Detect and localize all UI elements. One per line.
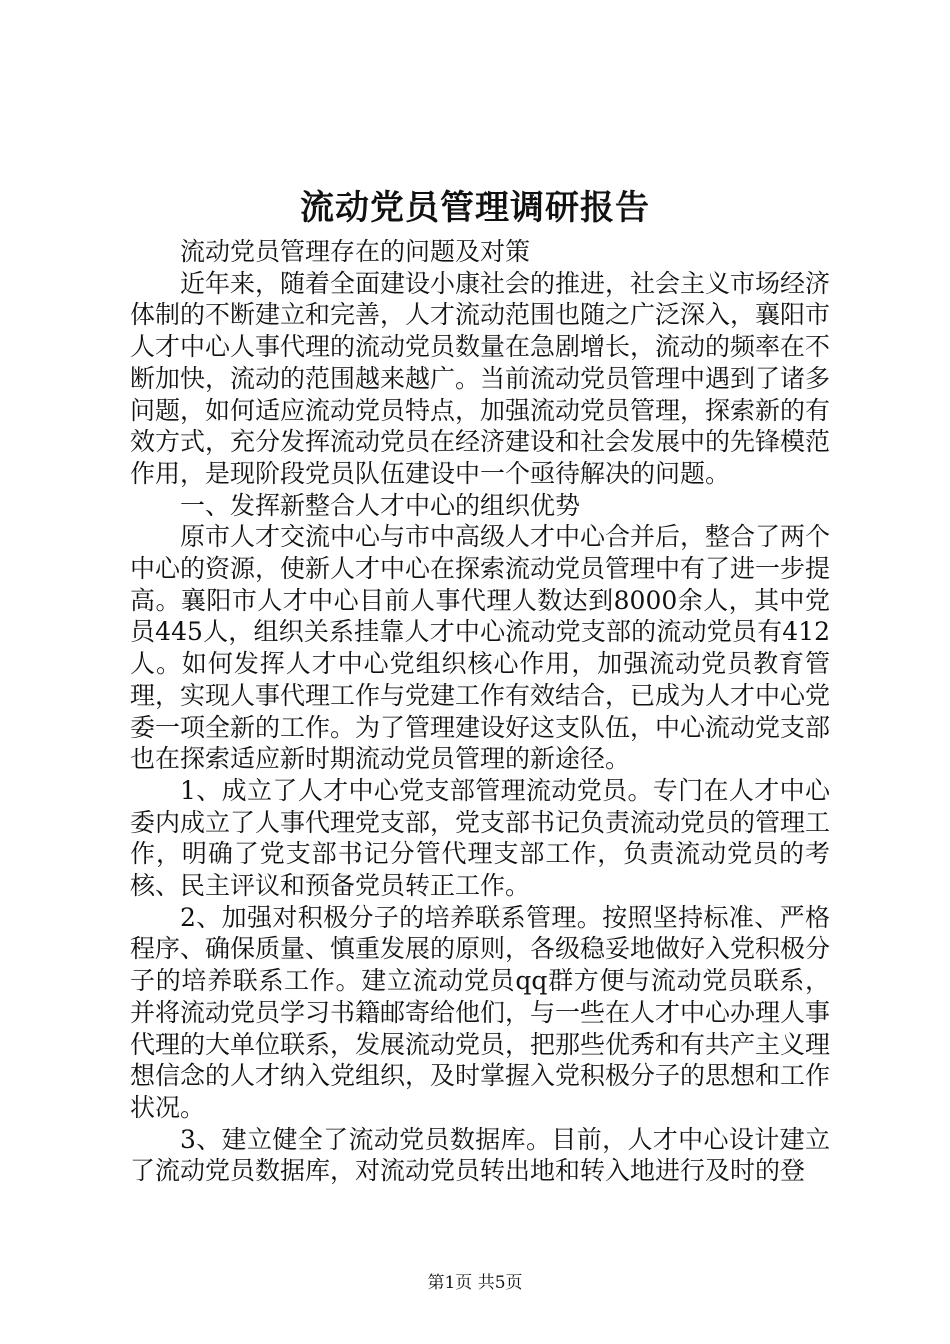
section-1-paragraph: 原市人才交流中心与市中高级人才中心合并后，整合了两个中心的资源，使新人才中心在探索流动党员管理中有了进一步提高。襄阳市人才中心目前人事代理人数达到8000余人，其中党员445人，组织关系挂靠人才中心流动党支部的流动党员有412人。如何发挥人才中心党组织核心作用，加强流动党员教育管理，实现人事代理工作与党建工作有效结合，已成为人才中心党委一项全新的工作。为了管理建设好这支队伍，中心流动党支部也在探索适应新时期流动党员管理的新途径。 <box>130 522 831 774</box>
intro-paragraph: 近年来，随着全面建设小康社会的推进，社会主义市场经济体制的不断建立和完善，人才流动范围也随之广泛深入，襄阳市人才中心人事代理的流动党员数量在急剧增长，流动的频率在不断加快，流动的范围越来越广。当前流动党员管理中遇到了诸多问题，如何适应流动党员特点，加强流动党员管理，探索新的有效方式，充分发挥流动党员在经济建设和社会发展中的先锋模范作用，是现阶段党员队伍建设中一个亟待解决的问题。 <box>130 268 831 488</box>
item-3-paragraph: 3、建立健全了流动党员数据库。目前，人才中心设计建立了流动党员数据库，对流动党员转出地和转入地进行及时的登 <box>130 1124 830 1186</box>
item-1-paragraph: 1、成立了人才中心党支部管理流动党员。专门在人才中心委内成立了人事代理党支部，党支部书记负责流动党员的管理工作，明确了党支部书记分管代理支部工作，负责流动党员的考核、民主评议和预备党员转正工作。 <box>130 775 831 901</box>
document-body <box>130 236 830 1187</box>
page-footer: 第1页 共5页 <box>427 1273 523 1293</box>
section-heading-1: 一、发挥新整合人才中心的组织优势 <box>180 490 581 520</box>
document-title: 流动党员管理调研报告 <box>300 188 650 228</box>
item-2-paragraph: 2、加强对积极分子的培养联系管理。按照坚持标准、严格程序、确保质量、慎重发展的原则，各级稳妥地做好入党积极分子的培养联系工作。建立流动党员qq群方便与流动党员联系，并将流动党员学习书籍邮寄给他们，与一些在人才中心办理人事代理的大单位联系，发展流动党员，把那些优秀和有共产主义理想信念的人才纳入党组织，及时掌握入党积极分子的思想和工作状况。 <box>130 902 831 1122</box>
subtitle-paragraph: 流动党员管理存在的问题及对策 <box>180 237 531 266</box>
